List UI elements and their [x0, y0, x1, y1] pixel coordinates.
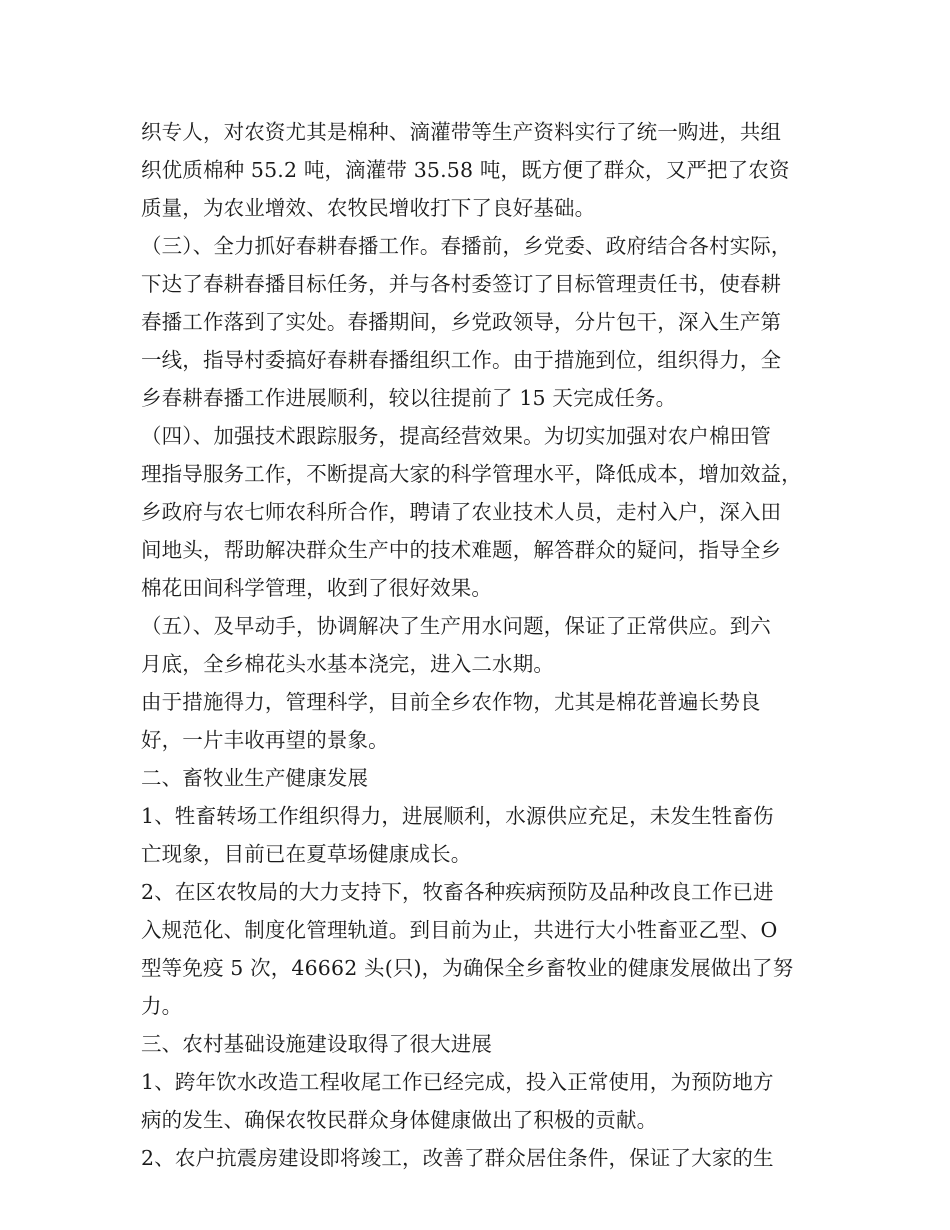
text-line: 月底，全乡棉花头水基本浇完，进入二水期。	[141, 652, 554, 676]
text-line: 由于措施得力，管理科学，目前全乡农作物，尤其是棉花普遍长势良	[141, 690, 761, 714]
text-line: 入规范化、制度化管理轨道。到目前为止，共进行大小牲畜亚乙型、O	[141, 918, 778, 942]
text-line: 棉花田间科学管理，收到了很好效果。	[141, 576, 493, 600]
text-line: 乡政府与农七师农科所合作，聘请了农业技术人员，走村入户，深入田	[141, 500, 782, 524]
text-line: 织专人，对农资尤其是棉种、滴灌带等生产资料实行了统一购进，共组	[141, 120, 782, 144]
text-line: （三）、全力抓好春耕春播工作。春播前，乡党委、政府结合各村实际，	[141, 234, 792, 258]
text-line: 质量，为农业增效、农牧民增收打下了良好基础。	[141, 196, 596, 220]
text-line: 1、跨年饮水改造工程收尾工作已经完成，投入正常使用，为预防地方	[141, 1070, 774, 1094]
section-heading: 二、畜牧业生产健康发展	[141, 766, 369, 790]
text-line: 理指导服务工作，不断提高大家的科学管理水平，降低成本，增加效益，	[141, 462, 802, 486]
text-line: 间地头，帮助解决群众生产中的技术难题，解答群众的疑问，指导全乡	[141, 538, 782, 562]
text-line: 春播工作落到了实处。春播期间，乡党政领导，分片包干，深入生产第	[141, 310, 782, 334]
text-line: 病的发生、确保农牧民群众身体健康做出了积极的贡献。	[141, 1108, 658, 1132]
text-line: 力。	[141, 994, 183, 1018]
section-heading: 三、农村基础设施建设取得了很大进展	[141, 1032, 493, 1056]
text-line: 亡现象，目前已在夏草场健康成长。	[141, 842, 472, 866]
text-line: （四）、加强技术跟踪服务，提高经营效果。为切实加强对农户棉田管	[141, 424, 771, 448]
text-line: 好，一片丰收再望的景象。	[141, 728, 389, 752]
text-line: 2、农户抗震房建设即将竣工，改善了群众居住条件，保证了大家的生	[141, 1146, 774, 1170]
document-page	[141, 113, 821, 1177]
text-line: 乡春耕春播工作进展顺利，较以往提前了 15 天完成任务。	[141, 386, 677, 410]
text-line: 1、牲畜转场工作组织得力，进展顺利，水源供应充足，未发生牲畜伤	[141, 804, 774, 828]
text-line: 一线，指导村委搞好春耕春播组织工作。由于措施到位，组织得力，全	[141, 348, 782, 372]
text-line: 织优质棉种 55.2 吨，滴灌带 35.58 吨，既方便了群众，又严把了农资	[141, 158, 790, 182]
text-line: 下达了春耕春播目标任务，并与各村委签订了目标管理责任书，使春耕	[141, 272, 782, 296]
text-line: 型等免疫 5 次，46662 头(只)，为确保全乡畜牧业的健康发展做出了努	[141, 956, 794, 980]
text-line: （五）、及早动手，协调解决了生产用水问题，保证了正常供应。到六	[141, 614, 771, 638]
text-line: 2、在区农牧局的大力支持下，牧畜各种疾病预防及品种改良工作已进	[141, 880, 774, 904]
